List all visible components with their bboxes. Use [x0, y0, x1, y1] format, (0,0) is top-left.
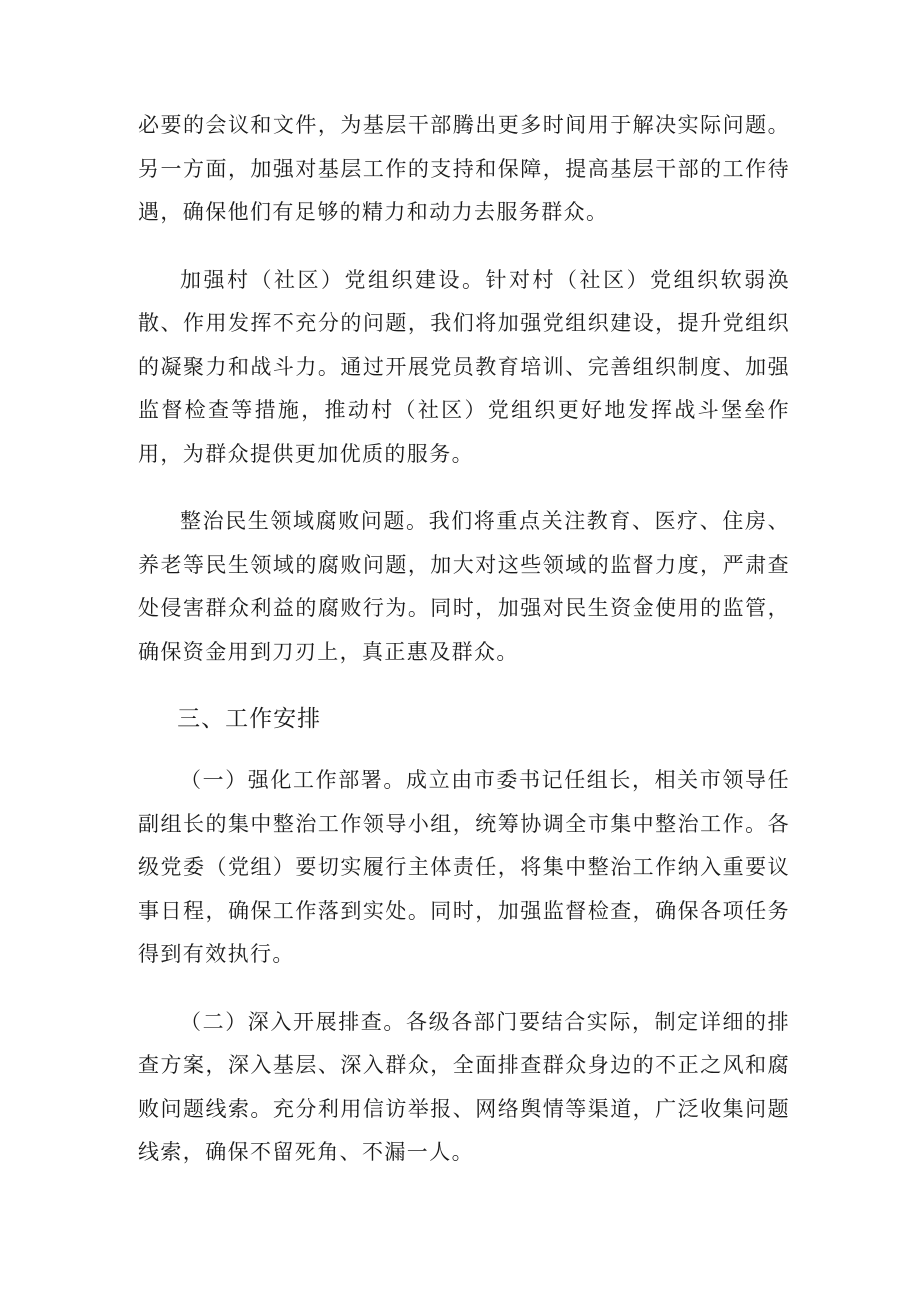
paragraph-party-organization: 加强村（社区）党组织建设。针对村（社区）党组织软弱涣散、作用发挥不充分的问题，我们将加强党组织建设，提升党组织的凝聚力和战斗力。通过开展党员教育培训、完善组织制度、加强监督检查等措施，推动村（社区）党组织更好地发挥战斗堡垒作用，为群众提供更加优质的服务。: [138, 267, 790, 466]
paragraph-investigation: （二）深入开展排查。各级各部门要结合实际，制定详细的排查方案，深入基层、深入群众，全面排查群众身边的不正之风和腐败问题线索。充分利用信访举报、网络舆情等渠道，广泛收集问题线索，确保不留死角、不漏一人。: [138, 1009, 790, 1164]
paragraph-livelihood-corruption: 整治民生领域腐败问题。我们将重点关注教育、医疗、住房、养老等民生领域的腐败问题，加大对这些领域的监督力度，严肃查处侵害群众利益的腐败行为。同时，加强对民生资金使用的监管，确保资金用到刀刃上，真正惠及群众。: [138, 509, 790, 664]
paragraph-work-deployment: （一）强化工作部署。成立由市委书记任组长，相关市领导任副组长的集中整治工作领导小组，统筹协调全市集中整治工作。各级党委（党组）要切实履行主体责任，将集中整治工作纳入重要议事日程，确保工作落到实处。同时，加强监督检查，确保各项任务得到有效执行。: [138, 768, 790, 966]
paragraph-continuation: 必要的会议和文件，为基层干部腾出更多时间用于解决实际问题。另一方面，加强对基层工作的支持和保障，提高基层干部的工作待遇，确保他们有足够的精力和动力去服务群众。: [138, 113, 790, 224]
section-heading: 三、工作安排: [177, 706, 322, 732]
